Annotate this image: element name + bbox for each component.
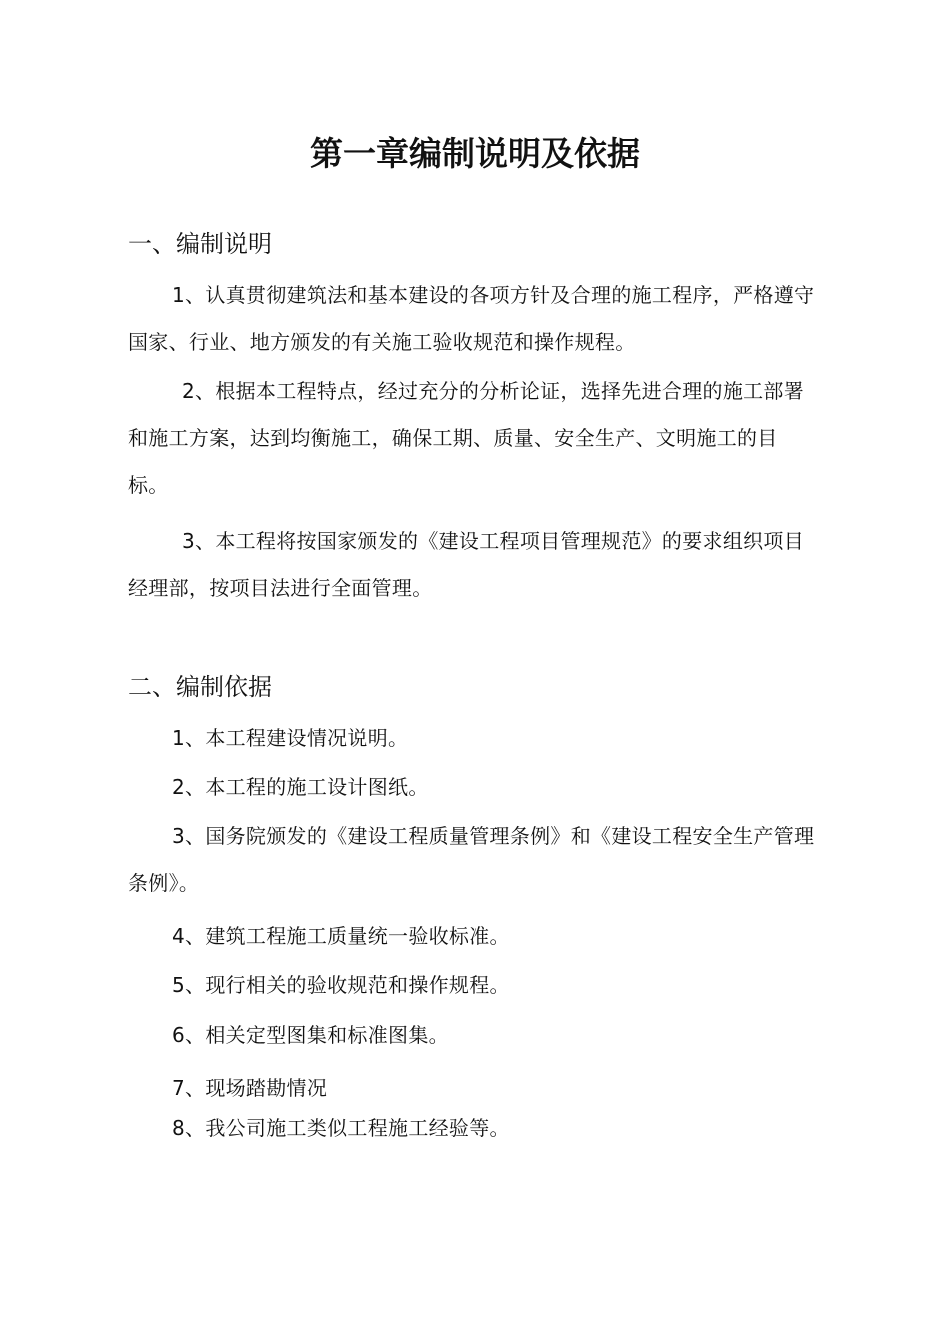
basis-item-2: 2、本工程的施工设计图纸。 <box>172 775 429 799</box>
basis-item-8: 8、我公司施工类似工程施工经验等。 <box>172 1116 510 1140</box>
explanation-item-1: 1、认真贯彻建筑法和基本建设的各项方针及合理的施工程序，严格遵守国家、行业、地方颁发的有关施工验收规范和操作规程。 <box>128 283 815 354</box>
chapter-title: 第一章编制说明及依据 <box>310 134 640 173</box>
section-heading-explanation: 一、编制说明 <box>128 230 272 258</box>
basis-item-7: 7、现场踏勘情况 <box>172 1076 328 1100</box>
explanation-item-3: 3、本工程将按国家颁发的《建设工程项目管理规范》的要求组织项目经理部，按项目法进行全面管理。 <box>128 529 805 600</box>
basis-item-4: 4、建筑工程施工质量统一验收标准。 <box>172 924 510 948</box>
basis-item-3: 3、国务院颁发的《建设工程质量管理条例》和《建设工程安全生产管理条例》。 <box>128 824 815 895</box>
section-heading-basis: 二、编制依据 <box>128 673 272 701</box>
explanation-item-2: 2、根据本工程特点，经过充分的分析论证，选择先进合理的施工部署和施工方案，达到均衡施工，确保工期、质量、安全生产、文明施工的目标。 <box>128 379 805 497</box>
basis-item-6: 6、相关定型图集和标准图集。 <box>172 1023 449 1047</box>
basis-item-1: 1、本工程建设情况说明。 <box>172 726 409 750</box>
basis-item-5: 5、现行相关的验收规范和操作规程。 <box>172 973 510 997</box>
